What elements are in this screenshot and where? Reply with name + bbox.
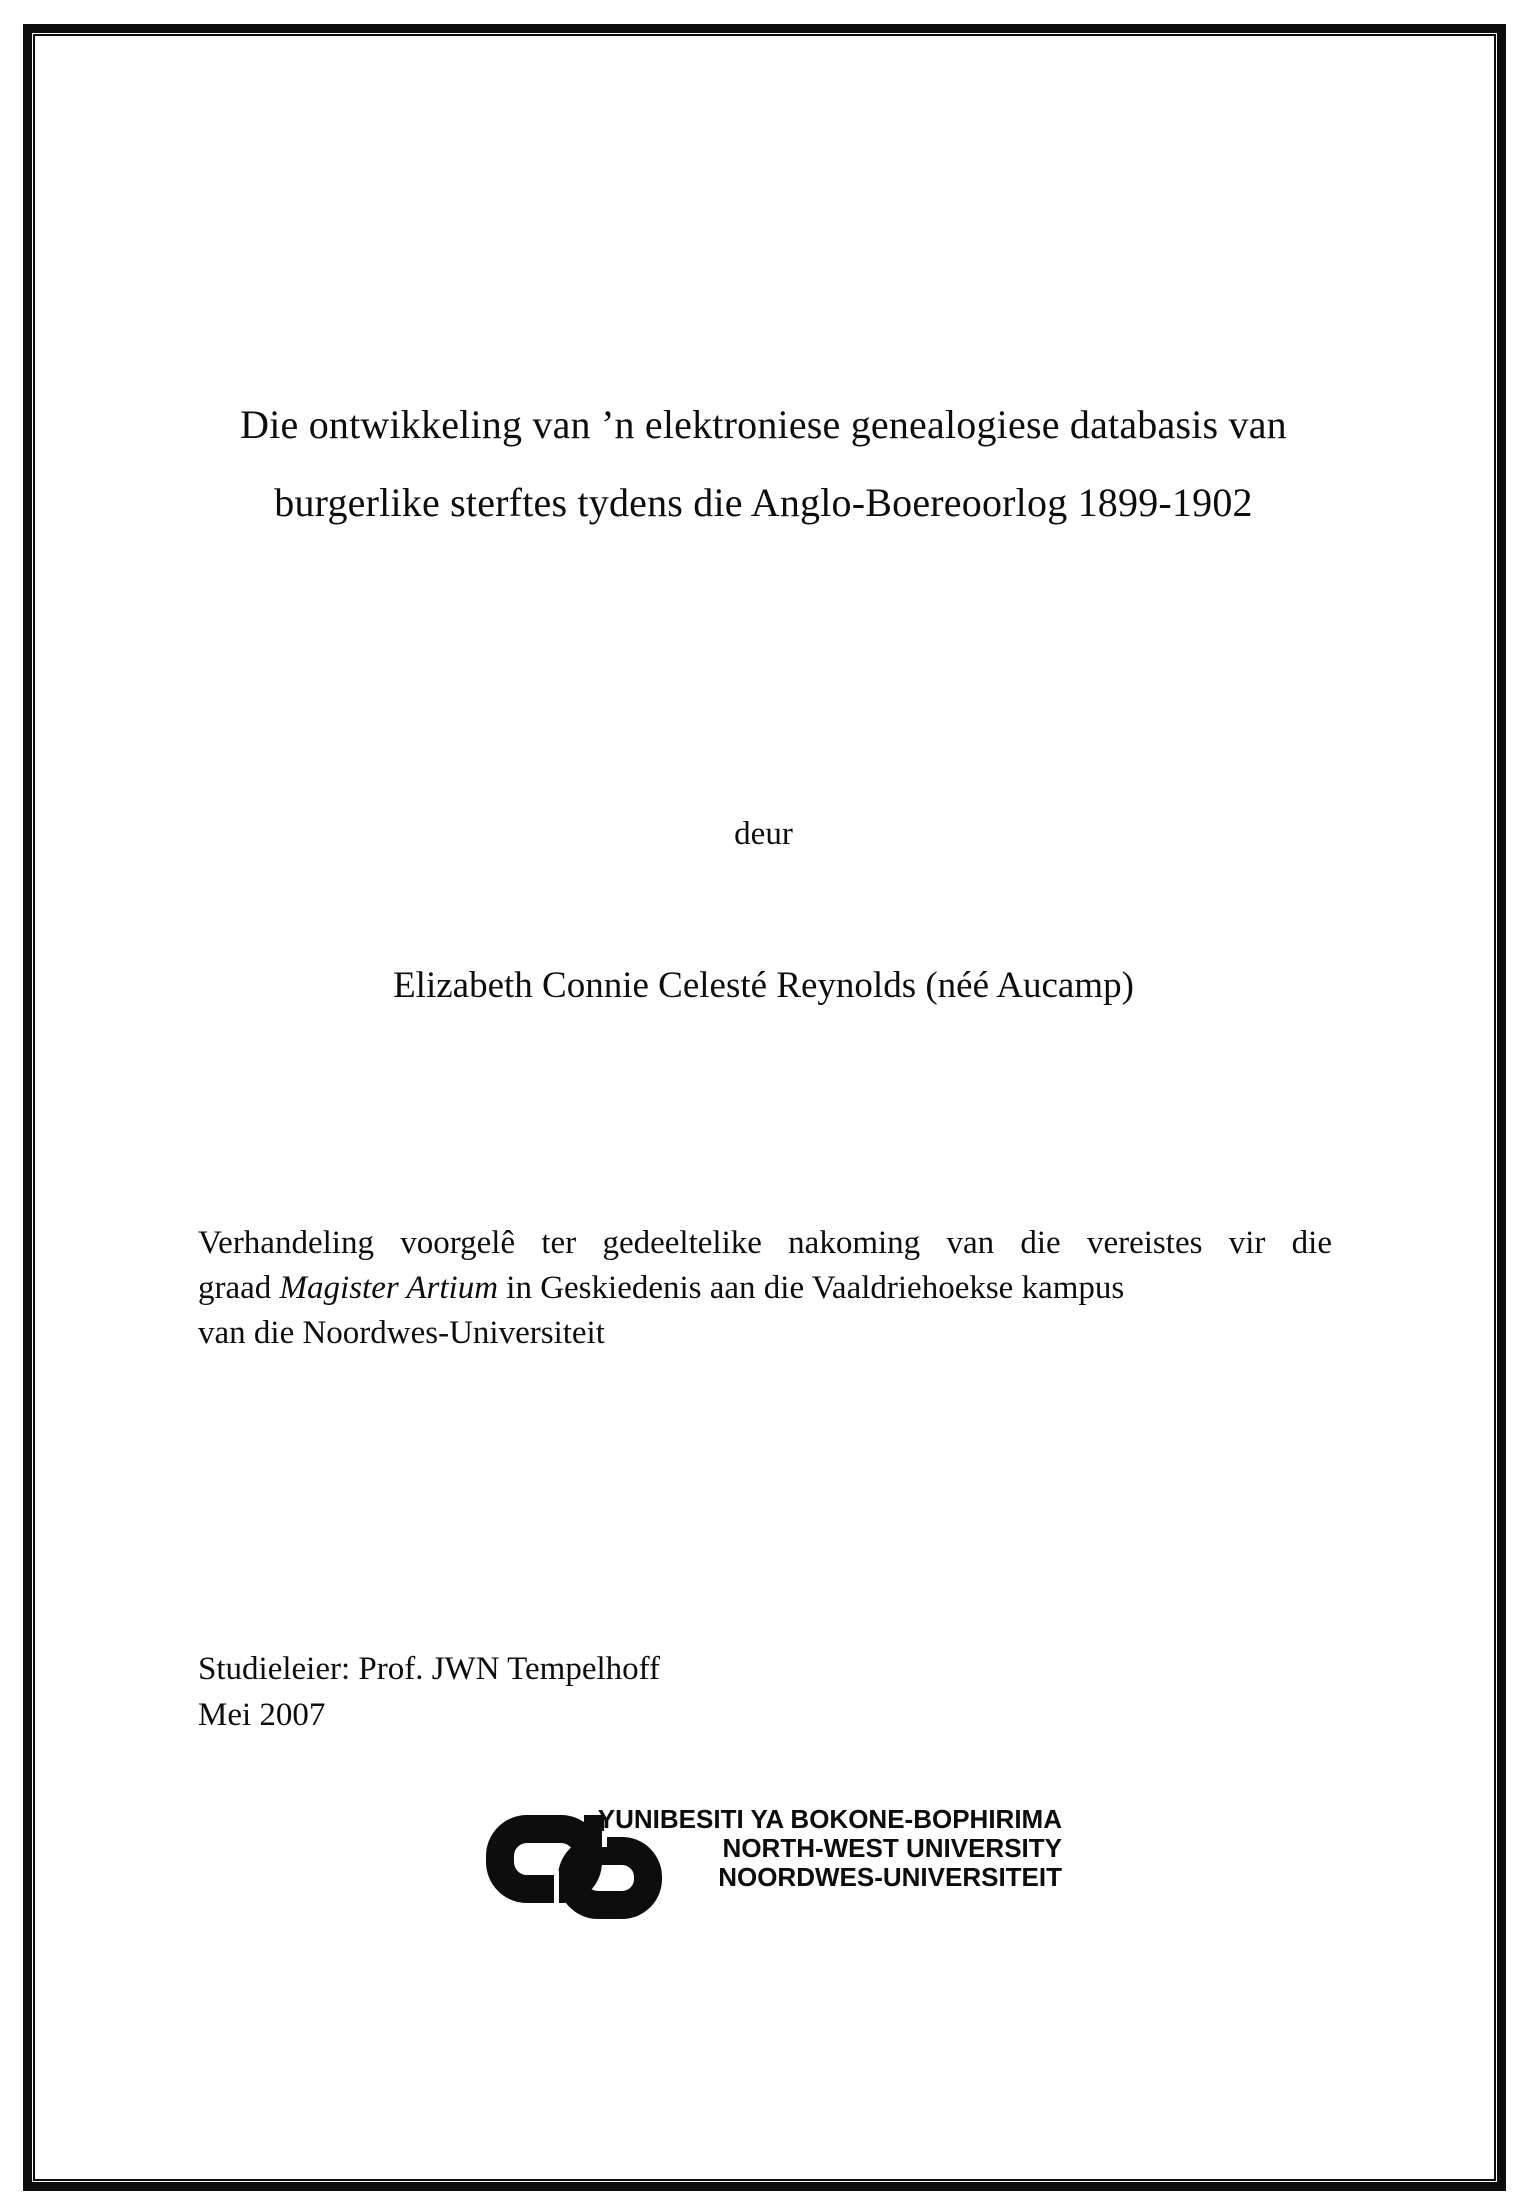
logo-line-afrikaans: NOORDWES-UNIVERSITEIT: [718, 1862, 1062, 1892]
degree-statement-line2-post: in Geskiedenis aan die Vaaldriehoekse kampus: [498, 1270, 1125, 1306]
thesis-title-line1: Die ontwikkeling van ’n elektroniese genealogiese databasis van: [240, 402, 1287, 447]
degree-statement-line3: van die Noordwes-Universiteit: [198, 1315, 605, 1351]
author-name: Elizabeth Connie Celesté Reynolds (néé Aucamp): [393, 965, 1134, 1006]
supervisor-block: [198, 1646, 660, 1738]
logo-line-setswana: YUNIBESITI YA BOKONE-BOPHIRIMA: [597, 1804, 1062, 1834]
degree-statement: [198, 1221, 1332, 1356]
date-line: Mei 2007: [198, 1697, 326, 1733]
thesis-title-line2: burgerlike sterftes tydens die Anglo-Boereoorlog 1899-1902: [274, 480, 1253, 525]
degree-name-italic: Magister Artium: [279, 1270, 499, 1306]
nwu-logo-wordmark: [588, 1805, 1062, 1892]
thesis-title: [90, 386, 1437, 542]
logo-line-english: NORTH-WEST UNIVERSITY: [722, 1833, 1062, 1863]
supervisor-line: Studieleier: Prof. JWN Tempelhoff: [198, 1651, 661, 1687]
nwu-logo: [484, 1793, 1064, 1925]
degree-statement-line2: [198, 1266, 1332, 1311]
degree-statement-line2-pre: graad: [198, 1270, 280, 1306]
degree-statement-line1: Verhandeling voorgelê ter gedeeltelike nakoming van die vereistes vir die: [198, 1225, 1332, 1261]
byline-deur: deur: [734, 816, 793, 852]
